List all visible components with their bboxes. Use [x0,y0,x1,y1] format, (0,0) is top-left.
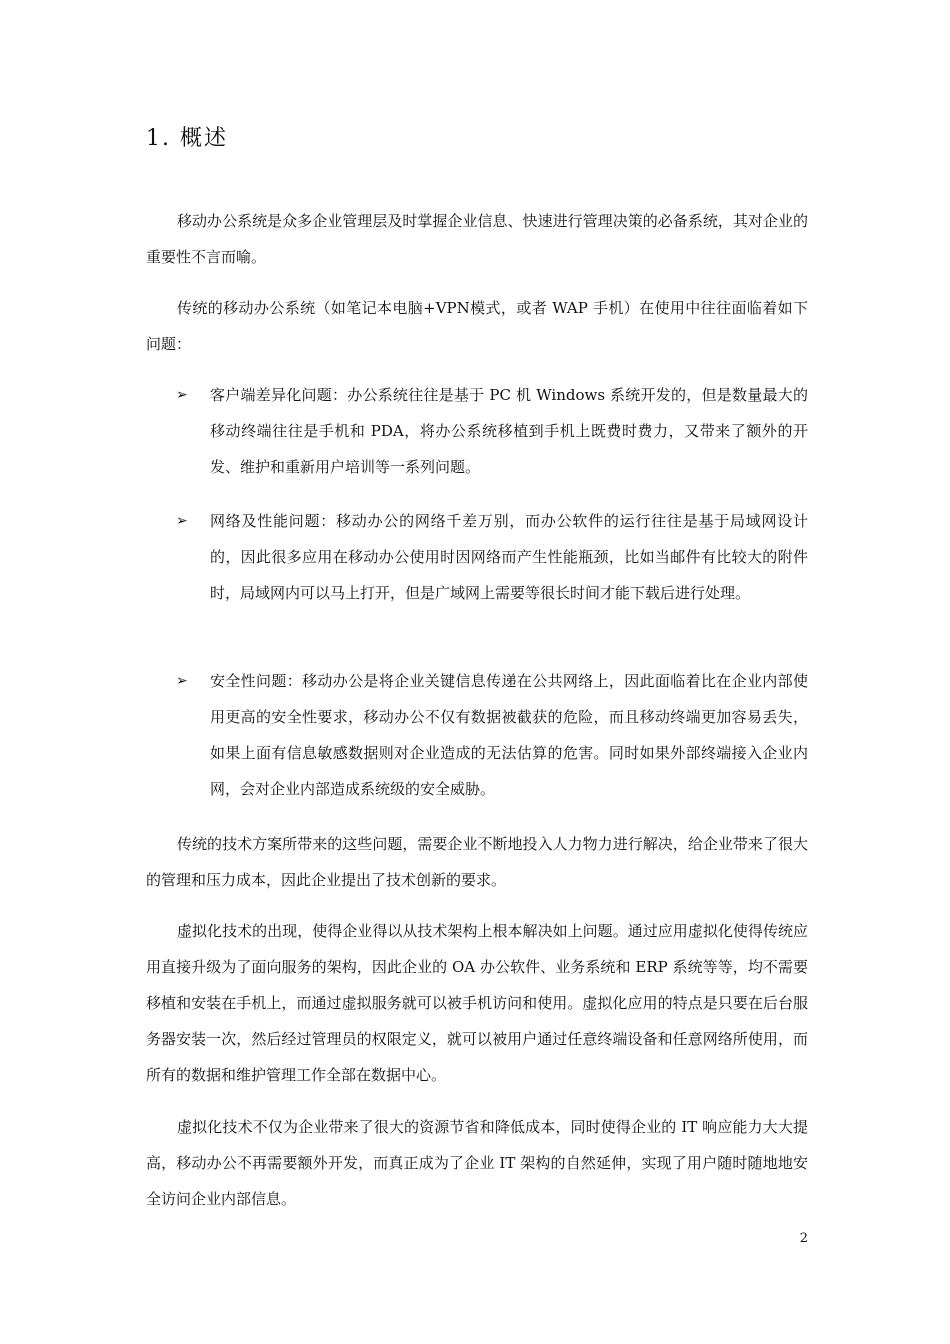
section-heading: 1. 概述 [146,126,228,151]
bullet-text: 网络及性能问题：移动办公的网络千差万别，而办公软件的运行往往是基于局域网设计的，因此很多应用在移动办公使用时因网络而产生性能瓶颈，比如当邮件有比较大的附件时，局域网内可以马上打开，但是广域网上需要等很长时间才能下载后进行处理。 [210,512,808,602]
bullet-item-client-diversity [176,377,808,485]
intro-paragraph: 移动办公系统是众多企业管理层及时掌握企业信息、快速进行管理决策的必备系统，其对企业的重要性不言而喻。 [146,212,808,266]
bullet-text: 客户端差异化问题：办公系统往往是基于 PC 机 Windows 系统开发的，但是数量最大的移动终端往往是手机和 PDA，将办公系统移植到手机上既费时费力，又带来了额外的开发、维护和重新用户培训等一系列问题。 [210,386,808,476]
problems-intro-paragraph: 传统的移动办公系统（如笔记本电脑+VPN模式，或者 WAP 手机）在使用中往往面临着如下问题： [146,299,808,353]
arrow-bullet-icon: ➢ [176,387,188,403]
bullet-text: 安全性问题：移动办公是将企业关键信息传递在公共网络上，因此面临着比在企业内部使用更高的安全性要求，移动办公不仅有数据被截获的危险，而且移动终端更加容易丢失，如果上面有信息敏感数据则对企业造成的无法估算的危害。同时如果外部终端接入企业内网，会对企业内部造成系统级的安全威胁。 [210,672,808,798]
benefits-paragraph: 虚拟化技术不仅为企业带来了很大的资源节省和降低成本，同时使得企业的 IT 响应能力大大提高，移动办公不再需要额外开发，而真正成为了企业 IT 架构的自然延伸，实现了用户随时随地地安全访问企业内部信息。 [146,1118,808,1208]
virtualization-paragraph: 虚拟化技术的出现，使得企业得以从技术架构上根本解决如上问题。通过应用虚拟化使得传统应用直接升级为了面向服务的架构，因此企业的 OA 办公软件、业务系统和 ERP 系统等等，均不需要移植和安装在手机上，而通过虚拟服务就可以被手机访问和使用。虚拟化应用的特点是只要在后台服务器安装一次，然后经过管理员的权限定义，就可以被用户通过任意终端设备和任意网络所使用，而所有的数据和维护管理工作全部在数据中心。 [146,922,808,1084]
page-number: 2 [799,1231,808,1246]
bullet-item-security [176,663,808,807]
arrow-bullet-icon: ➢ [176,513,188,529]
arrow-bullet-icon: ➢ [176,673,188,689]
bullet-item-network-performance [176,503,808,611]
traditional-tech-paragraph: 传统的技术方案所带来的这些问题，需要企业不断地投入人力物力进行解决，给企业带来了很大的管理和压力成本，因此企业提出了技术创新的要求。 [146,835,808,889]
